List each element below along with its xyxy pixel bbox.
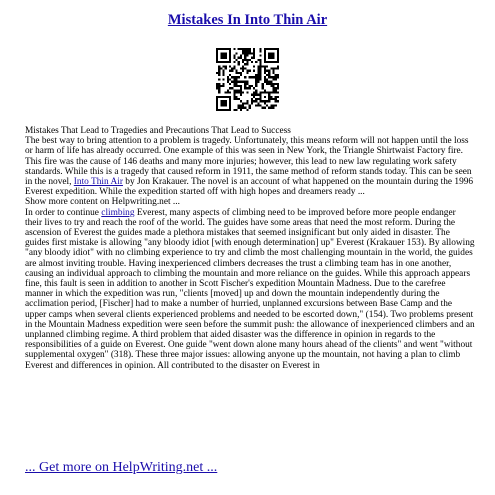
climbing-link[interactable]: climbing bbox=[101, 207, 135, 218]
paragraph-main-start: In order to continue bbox=[25, 207, 102, 218]
get-more-link[interactable]: ... Get more on HelpWriting.net ... bbox=[25, 460, 218, 475]
paragraph-main bbox=[25, 208, 475, 371]
more-link-container bbox=[25, 460, 217, 476]
paragraph-intro bbox=[25, 126, 475, 208]
page-title bbox=[0, 12, 495, 29]
qr-code-icon bbox=[216, 48, 279, 111]
paragraph-main-rest: Everest, many aspects of climbing need to be improved before more people endanger their lives to try and reach the roof of the world. The guides have some areas that need the most reform. During the ascension of Everest the guides made a plethora mistakes that seemed insignificant but only aided in disaster. The guides first mistake is allowing "any bloody idiot [with enough determination] up" Everest (Krakauer 153). By allowing "any bloody idiot" with no climbing experience to try and climb the most challenging mountain in the world, the guides are almost inviting trouble. Having inexperienced climbers decreases the trust a climbing team has in one another, causing an individual approach to climbing the mountain and more reliance on the guides. While this approach appears fine, this fault is seen in addition to another in Scott Fischer's expedition Mountain Madness. Due to the carefree manner in which the expedition was run, "clients [moved] up and down the mountain independently during the acclimation period, [Fischer] had to make a number of hurried, unplanned excursions between Base Camp and the upper camps when several clients experienced problems and needed to be escorted down," (154). Two problems present in the Mountain Madness expedition were seen before the summit push: the allowance of inexperienced climbers and an unplanned climbing regime. A third problem that aided disaster was the difference in opinion in regards to the responsibilities of a guide on Everest. One guide "went down alone many hours ahead of the clients" and went "without supplemental oxygen" (318). These three major issues: allowing anyone up the mountain, not having a plan to climb Everest and differences in opinion. All contributed to the disaster on Everest in bbox=[25, 207, 475, 371]
into-thin-air-link[interactable]: Into Thin Air bbox=[73, 177, 123, 188]
title-link[interactable]: Mistakes In Into Thin Air bbox=[167, 12, 328, 28]
paragraph-intro-text: Mistakes That Lead to Tragedies and Precautions That Lead to Success The best way to bring attention to a problem is tragedy. Unfortunately, this means reform will not happen until the loss or harm of life has already occurred. One example of this was seen in New York, the Triangle Shirtwaist Factory fire. This fire was the cause of 146 deaths and many more injuries; however, this lead to new law regulating work safety standards. While this is a tragedy that caused reform in 1911, the same method of reform stands today. This can be seen in the novel, bbox=[25, 126, 472, 188]
article-body bbox=[25, 126, 475, 371]
paragraph-intro-rest: by Jon Krakauer. The novel is an account of what happened on the mountain during the 1996 Everest expedition. While the expedition started off with high hopes and dreamers ready ... Show more content on Helpwriting.net ... bbox=[25, 177, 474, 208]
